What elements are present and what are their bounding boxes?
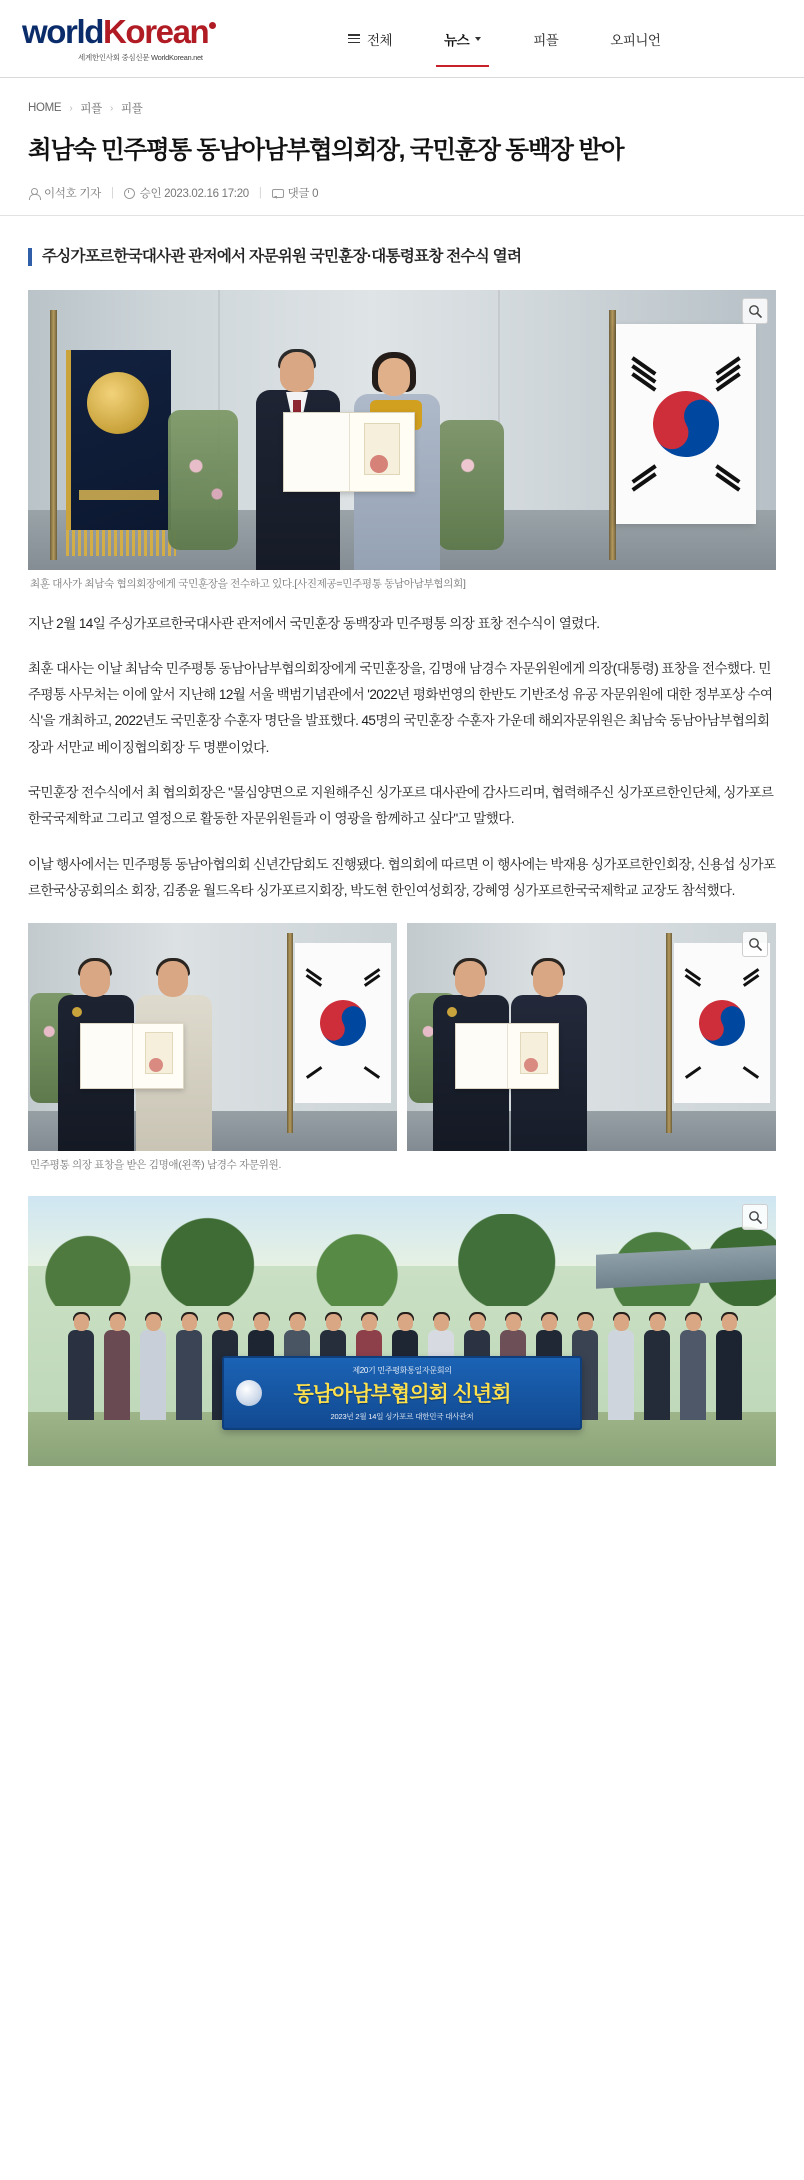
byline-author[interactable]	[28, 185, 101, 201]
article-header	[0, 134, 804, 215]
logo-wordmark	[22, 12, 322, 50]
comment-icon	[272, 188, 283, 199]
left-woman-head	[158, 961, 188, 997]
korean-flag-right-photo	[674, 943, 770, 1103]
nav-item-opinion-label: 오피니언	[610, 32, 661, 48]
header-divider	[0, 215, 804, 216]
nav-item-all-label: 전체	[367, 32, 393, 48]
byline-divider-2: |	[258, 187, 262, 200]
byline-timestamp	[124, 185, 249, 201]
figure-ceremony-caption: 최훈 대사가 최남숙 협의회장에게 국민훈장을 전수하고 있다.[사진제공=민주평통 동남아남부협의회]	[30, 577, 466, 590]
logo-dot-icon	[209, 22, 216, 29]
korean-flag	[616, 324, 756, 524]
right-man1-head	[455, 961, 485, 997]
byline-author-label: 이석호 기자	[44, 188, 101, 201]
group-photo[interactable]	[28, 1196, 776, 1466]
left-man-head	[80, 961, 110, 997]
right-flag-pole	[609, 310, 616, 560]
figure-pair	[28, 923, 776, 1151]
event-banner	[222, 1356, 582, 1430]
logo-world-text: world	[22, 12, 103, 50]
trigram-l5	[306, 1066, 322, 1078]
banner-line-1: 제20기 민주평화통일자문회의	[352, 1365, 452, 1375]
cert-right-page-2	[133, 1024, 184, 1088]
banner-line-2: 동남아남부협의회 신년회	[293, 1382, 511, 1406]
article-byline	[28, 185, 776, 215]
site-header	[0, 0, 804, 78]
paragraph-4: 이날 행사에서는 민주평통 동남아협의회 신년간담회도 진행됐다. 협의회에 따르면 이 행사에는 박재용 싱가포르한인회장, 신용섭 싱가포르한국상공회의소 회장, 김종윤 월드옥타 싱가포르지회장, 박도현 한인여성회장, 강혜영 싱가포르한국국제학교 교장도 참석했다.	[28, 856, 776, 898]
nav-item-opinion[interactable]	[584, 0, 686, 77]
page-title: 최남숙 민주평통 동남아남부협의회장, 국민훈장 동백장 받아	[28, 137, 624, 164]
figure-group	[28, 1196, 776, 1473]
byline-comments[interactable]	[272, 185, 319, 201]
crowd-body	[68, 1330, 94, 1420]
hamburger-icon	[348, 34, 360, 43]
byline-divider-1: |	[110, 187, 114, 200]
paragraph-3: 국민훈장 전수식에서 최 협의회장은 "물심양면으로 지원해주신 싱가포르 대사관에 감사드리며, 협력해주신 싱가포르한인단체, 싱가포르한국국제학교 그리고 열정으로 활동한 자문위원들과 이 영광을 함께하고 싶다"고 말했다.	[28, 785, 774, 827]
breadcrumb	[0, 78, 804, 126]
certificate-left-page	[284, 413, 350, 491]
cert-left-page-2	[81, 1024, 133, 1088]
paragraph-1: 지난 2월 14일 주싱가포르한국대사관 관저에서 국민훈장 동백장과 민주평통 의장 표창 전수식이 열렸다.	[28, 615, 600, 631]
nav-item-all[interactable]	[322, 0, 418, 77]
korean-flag-left-photo	[295, 943, 391, 1103]
breadcrumb-item-category[interactable]: 피플	[80, 103, 102, 115]
logo-tagline: 세계한인사회 중심신문 WorldKorean.net	[78, 52, 203, 62]
taeguk-circle-left	[312, 992, 375, 1055]
article-subhead: 주싱가포르한국대사관 관저에서 자문위원 국민훈장·대통령표창 전수식 열려	[28, 246, 776, 268]
taeguk-circle-right	[691, 992, 754, 1055]
byline-timestamp-label: 승인 2023.02.16 17:20	[139, 188, 249, 201]
figure-ceremony	[28, 290, 776, 593]
award-certificate-right	[455, 1023, 559, 1089]
taeguk-circle	[641, 379, 731, 469]
banner-fringe	[66, 530, 176, 556]
breadcrumb-item-home[interactable]: HOME	[28, 102, 62, 114]
zoom-icon-2[interactable]	[742, 931, 768, 957]
banner-line-3: 2023년 2월 14일 싱가포르 대한민국 대사관저	[330, 1411, 474, 1421]
logo-korean-text: Korean	[103, 12, 209, 50]
awardee-head	[378, 358, 410, 396]
award-photo-left[interactable]	[28, 923, 397, 1151]
site-logo[interactable]	[22, 12, 322, 63]
figure-pair-caption-wrap	[28, 1151, 776, 1174]
organization-banner	[66, 350, 171, 530]
flag-pole-right-photo	[666, 933, 672, 1133]
page-bottom-spacer	[0, 1483, 804, 1533]
clock-icon	[124, 188, 135, 199]
breadcrumb-separator-icon-2: ›	[109, 102, 113, 114]
zoom-icon[interactable]	[742, 298, 768, 324]
person-icon	[28, 188, 39, 199]
nav-item-news[interactable]	[418, 0, 507, 77]
cert-right-page-3	[508, 1024, 559, 1088]
award-certificate	[283, 412, 415, 492]
cert-left-page-3	[456, 1024, 508, 1088]
plant-left	[168, 410, 238, 550]
figure-award-right	[407, 923, 776, 1151]
paragraph-2: 최훈 대사는 이날 최남숙 민주평통 동남아남부협의회장에게 국민훈장을, 김명애 남경수 자문위원에게 의장(대통령) 표창을 전수했다. 민주평통 사무처는 이에 앞서 지난해 12월 서울 백범기념관에서 '2022년 평화번영의 한반도 기반조성 유공 자문위원에 대한 정부포상 수여식'을 개최하고, 2022년도 국민훈장 수훈자 명단을 발표했다. 45명의 국민훈장 수훈자 가운데 해외자문위원은 최남숙 동남아남부협의회장과 서만교 베이징협의회장 두 명뿐이었다.	[28, 660, 773, 755]
figure-group-caption	[28, 1466, 776, 1473]
flag-pole-left-photo	[287, 933, 293, 1133]
byline-comments-label: 댓글 0	[287, 188, 319, 201]
certificate-right-page	[350, 413, 415, 491]
figure-pair-caption: 민주평통 의장 표창을 받은 김명애(왼쪽) 남경수 자문위원.	[30, 1159, 282, 1172]
article-body-top	[0, 603, 804, 905]
trigram-l6	[364, 1066, 380, 1078]
zoom-icon-3[interactable]	[742, 1204, 768, 1230]
primary-navigation	[322, 0, 782, 77]
nav-item-people-label: 피플	[533, 32, 559, 48]
breadcrumb-separator-icon: ›	[69, 102, 73, 114]
banner-emblem-icon	[236, 1380, 262, 1406]
nav-item-people[interactable]	[507, 0, 584, 77]
chevron-down-icon	[475, 37, 481, 41]
left-flag-pole	[50, 310, 57, 560]
right-man2-head	[533, 961, 563, 997]
award-certificate-left	[80, 1023, 184, 1089]
figure-award-left	[28, 923, 397, 1151]
crowd-head	[74, 1314, 89, 1331]
breadcrumb-item-subcategory[interactable]: 피플	[121, 103, 143, 115]
nav-item-news-label: 뉴스	[444, 32, 470, 48]
ambassador-head	[280, 352, 314, 392]
trigram-r5	[685, 1066, 701, 1078]
ceremony-photo[interactable]	[28, 290, 776, 570]
trigram-r6	[743, 1066, 759, 1078]
award-photo-right[interactable]	[407, 923, 776, 1151]
